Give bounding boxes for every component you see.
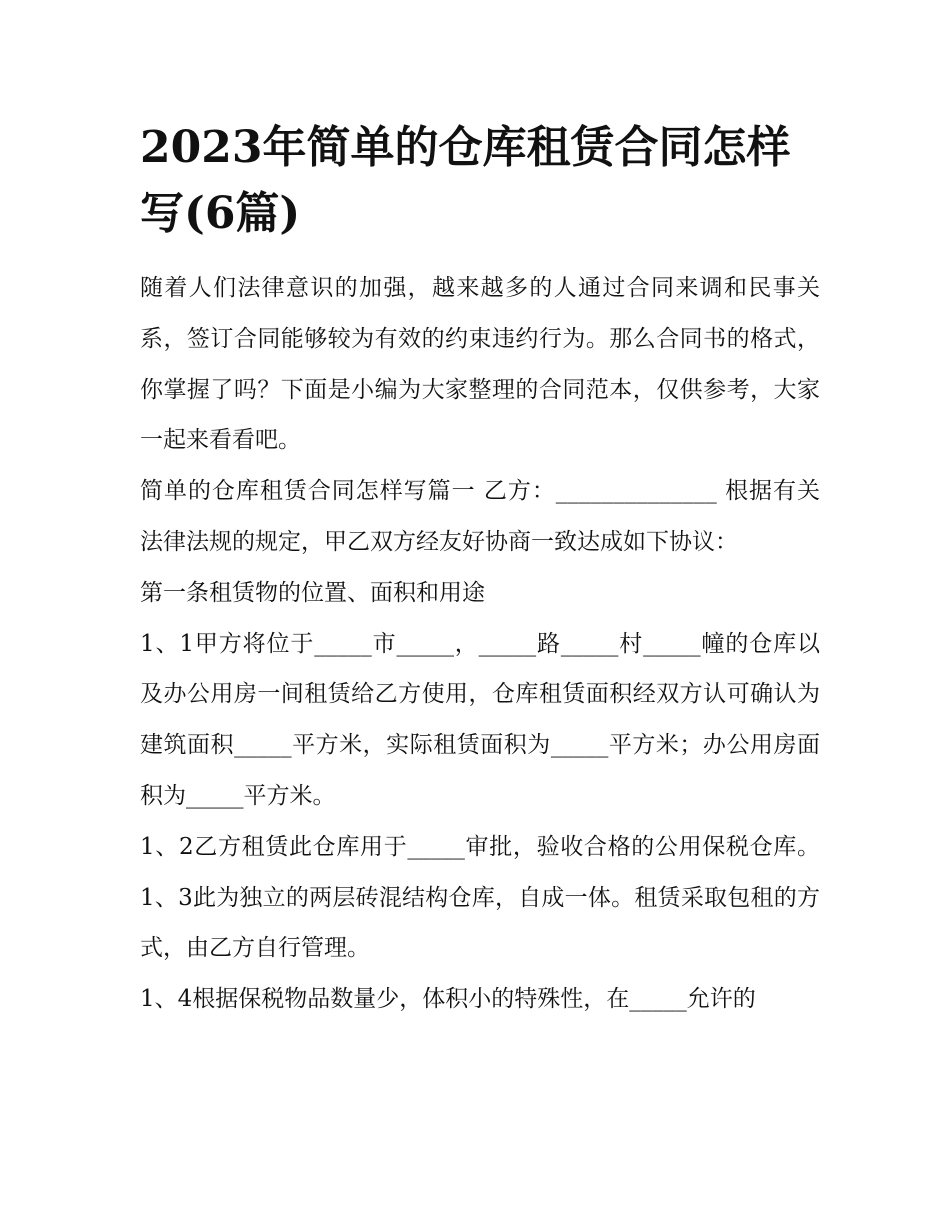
clause-1-4: 1、4根据保税物品数量少，体积小的特殊性，在_____允许的 xyxy=(140,986,756,1013)
clause-1-1: 1、1甲方将位于_____市_____，_____路_____村_____幢的仓库以及办公用房一间租赁给乙方使用，仓库租赁面积经双方认可确认为建筑面积_____平方米，实际租赁面积为_____平方米；办公用房面积为_____平方米。 xyxy=(140,630,820,809)
intro-paragraph: 随着人们法律意识的加强，越来越多的人通过合同来调和民事关系，签订合同能够较为有效的约束违约行为。那么合同书的格式，你掌握了吗？下面是小编为大家整理的合同范本，仅供参考，大家一起来看看吧。 xyxy=(140,275,820,454)
document-title: 2023年简单的仓库租赁合同怎样写(6篇) xyxy=(140,122,791,239)
article-one-heading: 第一条租赁物的位置、面积和用途 xyxy=(140,579,485,606)
clause-1-2: 1、2乙方租赁此仓库用于_____审批，验收合格的公用保税仓库。 1、3此为独立的两层砖混结构仓库，自成一体。租赁采取包租的方式，由乙方自行管理。 xyxy=(140,833,828,962)
contract-header-paragraph: 简单的仓库租赁合同怎样写篇一 乙方：______________ 根据有关法律法规的规定，甲乙双方经友好协商一致达成如下协议： xyxy=(140,478,820,555)
document-page xyxy=(140,115,828,1025)
